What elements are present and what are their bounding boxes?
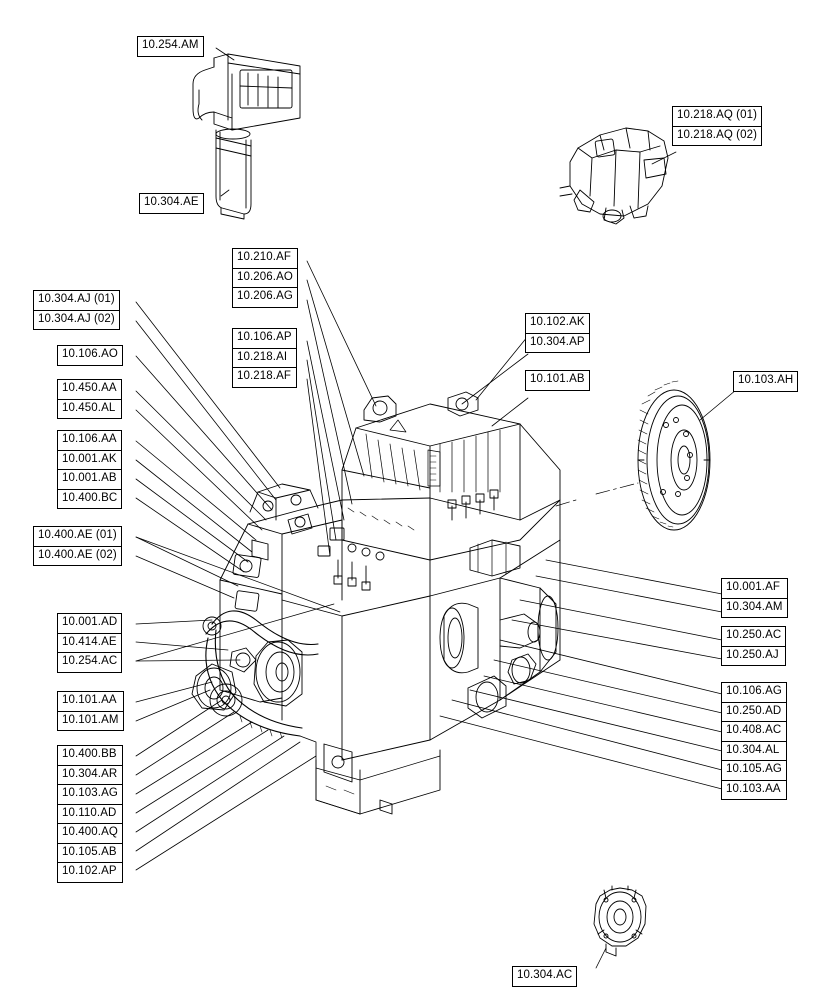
callout-group-right-3 <box>721 682 787 800</box>
callout-10-408-ac[interactable]: 10.408.AC <box>721 721 787 742</box>
callout-10-250-ac[interactable]: 10.250.AC <box>721 626 786 647</box>
callout-group-top-center-2 <box>232 328 297 388</box>
callout-10-400-bc[interactable]: 10.400.BC <box>57 489 122 510</box>
callout-group-left-3 <box>57 379 122 419</box>
callout-10-400-ae-02[interactable]: 10.400.AE (02) <box>33 546 122 567</box>
callout-10-206-ao[interactable]: 10.206.AO <box>232 268 298 289</box>
callout-group-left-1 <box>33 290 120 330</box>
callout-10-101-aa[interactable]: 10.101.AA <box>57 691 124 712</box>
flywheel-assembly <box>556 381 710 530</box>
callout-group-left-2 <box>57 345 123 366</box>
callout-10-103-ag[interactable]: 10.103.AG <box>57 784 123 805</box>
callout-pump-01[interactable]: 10.218.AQ (01) <box>672 106 762 127</box>
callout-10-001-ak[interactable]: 10.001.AK <box>57 450 122 471</box>
callout-10-304-ap[interactable]: 10.304.AP <box>525 333 590 354</box>
callout-10-106-ao[interactable]: 10.106.AO <box>57 345 123 366</box>
callout-10-400-aq[interactable]: 10.400.AQ <box>57 823 123 844</box>
callout-10-001-af[interactable]: 10.001.AF <box>721 578 788 599</box>
callout-group-left-4 <box>57 430 122 509</box>
callout-group-left-8 <box>57 745 123 883</box>
callout-group-right-2 <box>721 626 786 666</box>
callout-10-304-aj-02[interactable]: 10.304.AJ (02) <box>33 310 120 331</box>
callout-pump-02[interactable]: 10.218.AQ (02) <box>672 126 762 147</box>
damper-assembly <box>594 886 646 956</box>
callout-10-106-aa[interactable]: 10.106.AA <box>57 430 122 451</box>
callout-10-106-ap[interactable]: 10.106.AP <box>232 328 297 349</box>
callout-10-400-bb[interactable]: 10.400.BB <box>57 745 123 766</box>
callout-group-head <box>525 313 590 353</box>
callout-10-103-aa[interactable]: 10.103.AA <box>721 780 787 801</box>
callout-group-left-5 <box>33 526 122 566</box>
callout-10-001-ad[interactable]: 10.001.AD <box>57 613 122 634</box>
callout-group-pump <box>672 106 762 146</box>
callout-group-top-center-1 <box>232 248 298 308</box>
callout-10-254-ac[interactable]: 10.254.AC <box>57 652 122 673</box>
callout-rocker-cover[interactable]: 10.101.AB <box>525 370 590 391</box>
injection-pump-assembly <box>560 128 668 224</box>
callout-damper[interactable]: 10.304.AC <box>512 966 577 987</box>
callout-10-218-ai[interactable]: 10.218.AI <box>232 348 297 369</box>
callout-10-218-af[interactable]: 10.218.AF <box>232 367 297 388</box>
callout-10-101-am[interactable]: 10.101.AM <box>57 711 124 732</box>
callout-air-cleaner[interactable]: 10.254.AM <box>137 36 204 57</box>
air-cleaner-assembly <box>193 54 300 219</box>
callout-10-304-aj-01[interactable]: 10.304.AJ (01) <box>33 290 120 311</box>
callout-10-102-ak[interactable]: 10.102.AK <box>525 313 590 334</box>
callout-10-001-ab[interactable]: 10.001.AB <box>57 469 122 490</box>
callout-10-400-ae-01[interactable]: 10.400.AE (01) <box>33 526 122 547</box>
callout-10-106-ag[interactable]: 10.106.AG <box>721 682 787 703</box>
callout-10-450-aa[interactable]: 10.450.AA <box>57 379 122 400</box>
callout-10-250-ad[interactable]: 10.250.AD <box>721 702 787 723</box>
callout-10-110-ad[interactable]: 10.110.AD <box>57 804 123 825</box>
callout-10-210-af[interactable]: 10.210.AF <box>232 248 298 269</box>
callout-10-304-ar[interactable]: 10.304.AR <box>57 765 123 786</box>
callout-10-414-ae[interactable]: 10.414.AE <box>57 633 122 654</box>
callout-10-105-ab[interactable]: 10.105.AB <box>57 843 123 864</box>
callout-filter-lower[interactable]: 10.304.AE <box>139 193 204 214</box>
callout-flywheel[interactable]: 10.103.AH <box>733 371 798 392</box>
callout-10-304-am[interactable]: 10.304.AM <box>721 598 788 619</box>
callout-10-250-aj[interactable]: 10.250.AJ <box>721 646 786 667</box>
callout-10-450-al[interactable]: 10.450.AL <box>57 399 122 420</box>
callout-group-left-6 <box>57 613 122 673</box>
engine-assembly <box>192 392 560 814</box>
callout-10-304-al[interactable]: 10.304.AL <box>721 741 787 762</box>
callout-group-right-1 <box>721 578 788 618</box>
callout-10-206-ag[interactable]: 10.206.AG <box>232 287 298 308</box>
callout-10-102-ap[interactable]: 10.102.AP <box>57 862 123 883</box>
callout-10-105-ag[interactable]: 10.105.AG <box>721 760 787 781</box>
callout-group-left-7 <box>57 691 124 731</box>
